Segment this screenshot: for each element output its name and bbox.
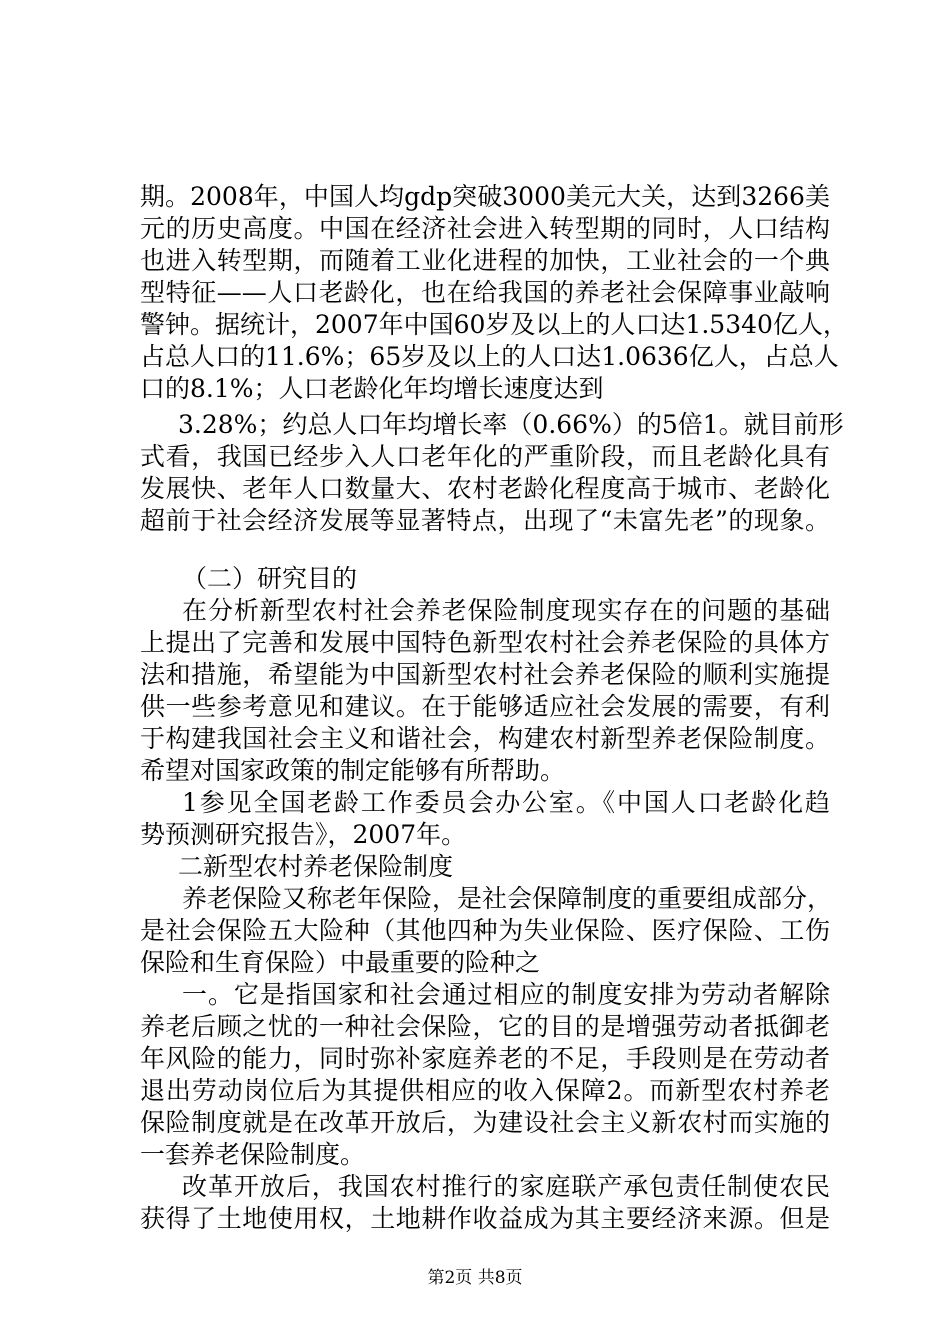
- page-number: 第2页 共8页: [427, 1268, 523, 1288]
- text-line: 退出劳动岗位后为其提供相应的收入保障2。而新型农村养老: [140, 1076, 830, 1105]
- text-line: 上提出了完善和发展中国特色新型农村社会养老保险的具体方: [140, 628, 830, 657]
- text-line: 改革开放后，我国农村推行的家庭联产承包责任制使农民: [182, 1172, 830, 1201]
- text-line: 供一些参考意见和建议。在于能够适应社会发展的需要，有利: [140, 692, 830, 721]
- text-line: 一。它是指国家和社会通过相应的制度安排为劳动者解除: [182, 980, 830, 1009]
- text-line: 超前于社会经济发展等显著特点，出现了“未富先老”的现象。: [140, 506, 830, 535]
- text-line: 希望对国家政策的制定能够有所帮助。: [140, 756, 566, 785]
- text-line: 元的历史高度。中国在经济社会进入转型期的同时，人口结构: [140, 214, 830, 243]
- text-line: 口的8.1%；人口老龄化年均增长速度达到: [140, 374, 604, 403]
- text-line: 一套养老保险制度。: [140, 1140, 366, 1169]
- footnote-line: 1参见全国老龄工作委员会办公室。《中国人口老龄化趋: [182, 788, 830, 817]
- text-line: 保险和生育保险）中最重要的险种之: [140, 948, 541, 977]
- text-line: 警钟。据统计，2007年中国60岁及以上的人口达1.5340亿人，: [140, 310, 848, 339]
- footnote-line: 势预测研究报告》，2007年。: [140, 820, 467, 849]
- text-line: 养老后顾之忧的一种社会保险，它的目的是增强劳动者抵御老: [140, 1012, 830, 1041]
- text-line: 占总人口的11.6%；65岁及以上的人口达1.0636亿人，占总人: [140, 342, 839, 371]
- section-heading: （二）研究目的: [182, 564, 358, 593]
- text-line: 式看，我国已经步入人口老年化的严重阶段，而且老龄化具有: [140, 442, 830, 471]
- text-line: 发展快、老年人口数量大、农村老龄化程度高于城市、老龄化: [140, 474, 830, 503]
- text-line: 养老保险又称老年保险，是社会保障制度的重要组成部分，: [182, 884, 833, 913]
- text-line: 于构建我国社会主义和谐社会，构建农村新型养老保险制度。: [140, 724, 830, 753]
- text-line: 3.28%；约总人口年均增长率（0.66%）的5倍1。就目前形: [178, 410, 844, 439]
- text-line: 也进入转型期，而随着工业化进程的加快，工业社会的一个典: [140, 246, 830, 275]
- text-line: 法和措施，希望能为中国新型农村社会养老保险的顺利实施提: [140, 660, 830, 689]
- text-line: 期。2008年，中国人均gdp突破3000美元大关，达到3266美: [140, 182, 830, 211]
- text-line: 年风险的能力，同时弥补家庭养老的不足，手段则是在劳动者: [140, 1044, 830, 1073]
- text-line: 保险制度就是在改革开放后，为建设社会主义新农村而实施的: [140, 1108, 830, 1137]
- text-line: 在分析新型农村社会养老保险制度现实存在的问题的基础: [182, 596, 830, 625]
- text-line: 型特征——人口老龄化，也在给我国的养老社会保障事业敲响: [140, 278, 830, 307]
- section-heading: 二新型农村养老保险制度: [178, 852, 454, 881]
- text-line: 获得了土地使用权，土地耕作收益成为其主要经济来源。但是: [140, 1204, 830, 1233]
- text-line: 是社会保险五大险种（其他四种为失业保险、医疗保险、工伤: [140, 916, 830, 945]
